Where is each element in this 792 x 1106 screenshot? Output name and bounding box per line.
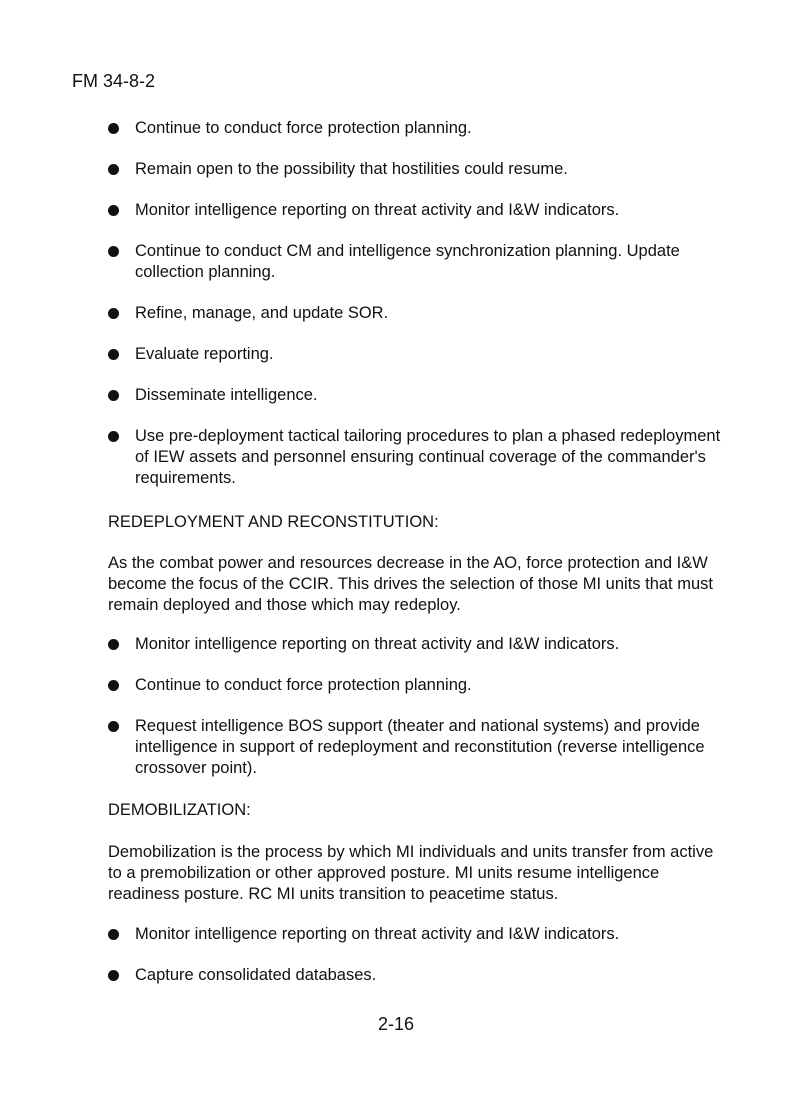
- bullet-icon: [108, 680, 119, 691]
- section-heading-demobilization: DEMOBILIZATION:: [108, 801, 251, 819]
- list-item-text: Monitor intelligence reporting on threat activity and I&W indicators.: [135, 201, 620, 219]
- paragraph-redeployment: As the combat power and resources decrease in the AO, force protection and I&W become the focus of the CCIR. This drives the selection of those MI units that must remain deployed and those which may redeploy.: [108, 554, 713, 614]
- section-heading-redeployment: REDEPLOYMENT AND RECONSTITUTION:: [108, 513, 439, 531]
- bullet-icon: [108, 390, 119, 401]
- bullet-icon: [108, 246, 119, 257]
- bullet-icon: [108, 123, 119, 134]
- list-item: [108, 344, 728, 365]
- list-item: [108, 965, 728, 986]
- list-item-text: Remain open to the possibility that hostilities could resume.: [135, 160, 568, 178]
- bullet-list-demobilization: [108, 924, 728, 1006]
- list-item: [108, 159, 728, 180]
- bullet-icon: [108, 205, 119, 216]
- bullet-icon: [108, 721, 119, 732]
- list-item: [108, 241, 728, 283]
- list-item-text: Continue to conduct force protection planning.: [135, 119, 472, 137]
- bullet-icon: [108, 639, 119, 650]
- paragraph-demobilization: Demobilization is the process by which MI individuals and units transfer from active to a premobilization or other approved posture. MI units resume intelligence readiness posture. RC MI units transition to peacetime status.: [108, 843, 714, 903]
- list-item-text: Refine, manage, and update SOR.: [135, 304, 389, 322]
- list-item-text: Request intelligence BOS support (theater and national systems) and provide intelligence in support of redeployment and reconstitution (reverse intelligence crossover point).: [135, 717, 705, 777]
- list-item: [108, 426, 728, 489]
- list-item: [108, 924, 728, 945]
- list-item: [108, 118, 728, 139]
- list-item: [108, 385, 728, 406]
- list-item: [108, 303, 728, 324]
- bullet-icon: [108, 929, 119, 940]
- bullet-icon: [108, 970, 119, 981]
- list-item-text: Monitor intelligence reporting on threat activity and I&W indicators.: [135, 925, 620, 943]
- bullet-icon: [108, 431, 119, 442]
- bullet-icon: [108, 349, 119, 360]
- list-item-text: Continue to conduct force protection planning.: [135, 676, 472, 694]
- bullet-list-operations: [108, 118, 728, 509]
- document-code: FM 34-8-2: [72, 71, 156, 91]
- list-item-text: Continue to conduct CM and intelligence synchronization planning. Update collection planning.: [135, 242, 680, 281]
- list-item-text: Use pre-deployment tactical tailoring procedures to plan a phased redeployment of IEW assets and personnel ensuring continual coverage of the commander's requirements.: [135, 427, 721, 487]
- list-item: [108, 675, 728, 696]
- list-item: [108, 634, 728, 655]
- bullet-list-redeployment: [108, 634, 728, 799]
- list-item-text: Evaluate reporting.: [135, 345, 274, 363]
- list-item-text: Capture consolidated databases.: [135, 966, 377, 984]
- page-number: 2-16: [377, 1014, 415, 1034]
- list-item-text: Monitor intelligence reporting on threat activity and I&W indicators.: [135, 635, 620, 653]
- list-item: [108, 200, 728, 221]
- list-item-text: Disseminate intelligence.: [135, 386, 318, 404]
- bullet-icon: [108, 164, 119, 175]
- bullet-icon: [108, 308, 119, 319]
- list-item: [108, 716, 728, 779]
